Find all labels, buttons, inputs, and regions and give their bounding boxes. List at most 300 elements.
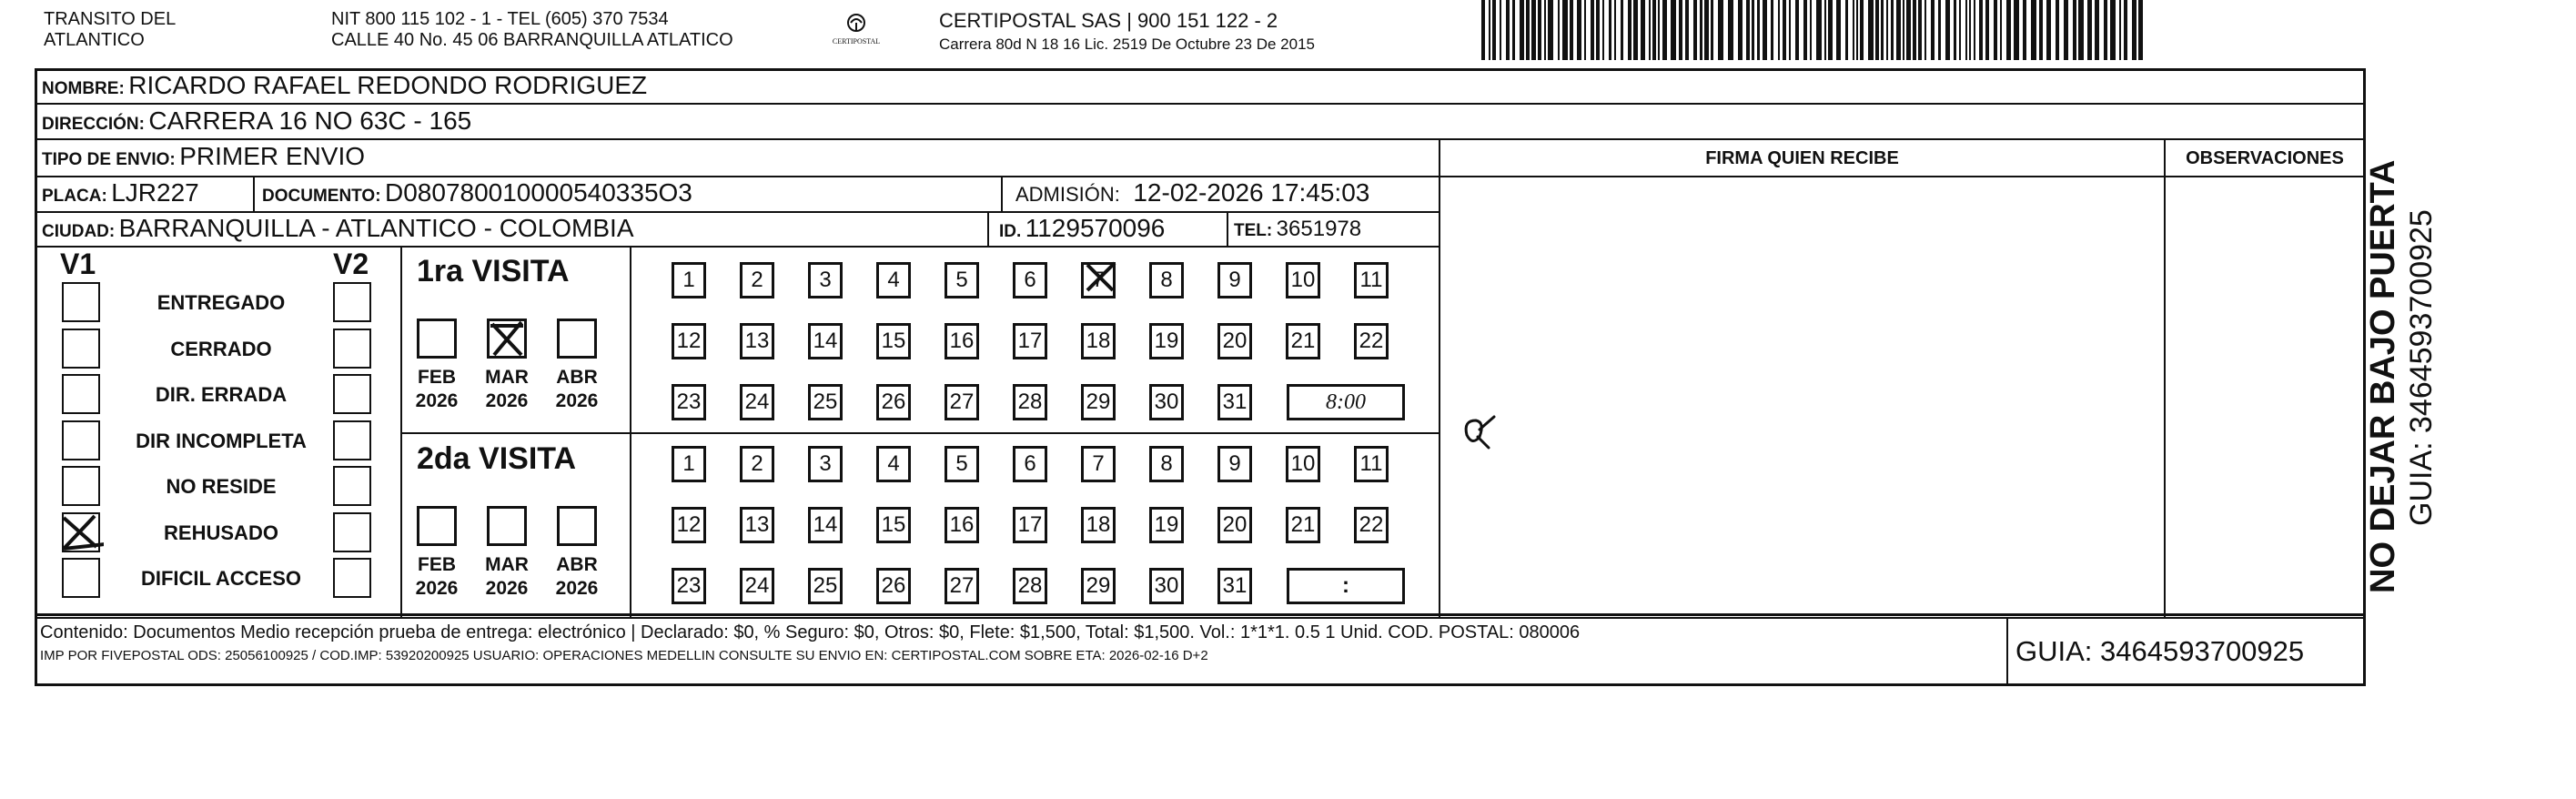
barcode-bar	[1918, 0, 1922, 60]
barcode-bar	[1596, 0, 1600, 60]
logo-text: CERTIPOSTAL	[832, 37, 881, 46]
sender-details	[331, 9, 733, 51]
placa-value: LJR227	[111, 178, 199, 207]
day-box[interactable]	[1217, 323, 1252, 359]
barcode-bar	[1728, 0, 1733, 60]
barcode-bar	[1562, 0, 1568, 60]
carrier-address: Carrera 80d N 18 16 Lic. 2519 De Octubre 23 De 2015	[939, 35, 1315, 53]
barcode-bar	[1492, 0, 1496, 60]
v2-checkbox[interactable]	[333, 329, 371, 369]
admision-label: ADMISIÓN:	[1015, 183, 1120, 206]
barcode-bar	[1868, 0, 1874, 60]
sender-name-line1: TRANSITO DEL	[44, 9, 177, 29]
barcode-bar	[1954, 0, 1956, 60]
carrier-details	[939, 9, 1315, 54]
day-box[interactable]	[1149, 384, 1184, 420]
barcode-bar	[1875, 0, 1879, 60]
status-option-label: CERRADO	[170, 337, 272, 360]
day-box[interactable]	[1354, 262, 1389, 298]
barcode-bar	[2119, 0, 2121, 60]
day-box[interactable]	[1013, 446, 1047, 482]
day-box[interactable]	[1354, 446, 1389, 482]
ciudad-value: BARRANQUILLA - ATLANTICO - COLOMBIA	[118, 214, 634, 242]
barcode	[1481, 0, 2146, 64]
month-checkbox[interactable]	[557, 506, 597, 546]
day-number: 1	[682, 451, 695, 476]
day-box[interactable]	[740, 384, 774, 420]
barcode-bar	[1886, 0, 1888, 60]
id-label: ID.	[999, 222, 1022, 241]
placa-row	[42, 178, 199, 207]
day-box[interactable]	[1013, 384, 1047, 420]
v1-checkbox[interactable]	[62, 329, 100, 369]
barcode-bar	[1718, 0, 1723, 60]
v1-checkbox[interactable]	[62, 420, 100, 460]
certipostal-logo-icon	[843, 13, 870, 33]
tipo-row	[42, 142, 365, 171]
v2-checkbox[interactable]	[333, 466, 371, 506]
day-number: 7	[1092, 451, 1105, 476]
day-number: 16	[949, 512, 975, 537]
day-number: 8	[1160, 268, 1173, 292]
day-box[interactable]	[1013, 323, 1047, 359]
day-number: 24	[744, 389, 770, 414]
day-number: 26	[881, 573, 906, 598]
barcode-bar	[1783, 0, 1786, 60]
sender-nit: NIT 800 115 102 - 1 - TEL (605) 370 7534	[331, 9, 669, 29]
day-number: 29	[1086, 573, 1111, 598]
day-box[interactable]	[740, 568, 774, 604]
day-box[interactable]	[1081, 262, 1116, 298]
day-number: 20	[1222, 512, 1248, 537]
barcode-bar	[1771, 0, 1773, 60]
visit2-time-box	[1287, 568, 1405, 604]
barcode-bar	[1979, 0, 1983, 60]
barcode-bar	[1671, 0, 1676, 60]
barcode-bar	[1614, 0, 1616, 60]
divider	[1439, 138, 1440, 617]
barcode-bar	[2023, 0, 2026, 60]
day-box[interactable]	[1354, 323, 1389, 359]
barcode-bar	[1789, 0, 1791, 60]
day-box[interactable]	[945, 568, 979, 604]
barcode-bar	[2006, 0, 2011, 60]
barcode-bar	[1757, 0, 1760, 60]
day-box[interactable]	[1286, 323, 1320, 359]
month-checkbox[interactable]	[417, 319, 457, 359]
visit2-title: 2da VISITA	[417, 441, 577, 476]
day-number: 11	[1359, 451, 1383, 476]
month-label	[409, 366, 464, 413]
barcode-bar	[1763, 0, 1767, 60]
day-box[interactable]	[672, 384, 706, 420]
direccion-value: CARRERA 16 NO 63C - 165	[148, 106, 472, 135]
day-box[interactable]	[1217, 507, 1252, 543]
month-checkbox[interactable]	[487, 319, 527, 359]
month-checkbox[interactable]	[487, 506, 527, 546]
day-box[interactable]	[945, 446, 979, 482]
barcode-bar	[1652, 0, 1656, 60]
barcode-bar	[1752, 0, 1754, 60]
day-box[interactable]	[876, 323, 911, 359]
day-number: 9	[1228, 451, 1241, 476]
day-box[interactable]	[1081, 507, 1116, 543]
nombre-row	[42, 71, 647, 100]
visit2-time-placeholder: :	[1342, 573, 1349, 598]
day-box[interactable]	[1081, 446, 1116, 482]
barcode-bar	[2110, 0, 2116, 60]
day-number: 23	[676, 573, 702, 598]
day-number: 19	[1154, 512, 1179, 537]
barcode-bar	[2064, 0, 2068, 60]
day-box[interactable]	[808, 446, 843, 482]
day-box[interactable]	[672, 568, 706, 604]
v1-header: V1	[60, 248, 96, 280]
month-checkbox[interactable]	[557, 319, 597, 359]
placa-label: PLACA:	[42, 187, 107, 206]
barcode-bar	[1641, 0, 1645, 60]
check-mark-icon	[58, 511, 104, 552]
barcode-bar	[1662, 0, 1667, 60]
month-year: 2026	[415, 578, 459, 599]
day-number: 19	[1154, 329, 1179, 353]
day-box[interactable]	[808, 262, 843, 298]
barcode-bar	[1506, 0, 1510, 60]
footer-guia: GUIA: 3464593700925	[2015, 635, 2305, 667]
day-number: 4	[887, 451, 900, 476]
v2-checkbox[interactable]	[333, 282, 371, 322]
month-year: 2026	[485, 390, 529, 411]
day-box[interactable]	[808, 384, 843, 420]
day-box[interactable]	[740, 446, 774, 482]
day-box[interactable]	[1149, 323, 1184, 359]
day-number: 7	[1092, 268, 1105, 292]
tipo-value: PRIMER ENVIO	[179, 142, 366, 170]
barcode-bar	[1481, 0, 1485, 60]
nombre-label: NOMBRE:	[42, 79, 125, 98]
tipo-label: TIPO DE ENVIO:	[42, 150, 176, 169]
divider	[400, 246, 402, 617]
ciudad-label: CIUDAD:	[42, 222, 116, 241]
day-number: 12	[676, 329, 702, 353]
status-option-label: DIR. ERRADA	[155, 383, 288, 406]
status-option-label: ENTREGADO	[157, 291, 286, 314]
carrier-name: CERTIPOSTAL SAS | 900 151 122 - 2	[939, 9, 1278, 32]
barcode-bar	[2014, 0, 2019, 60]
divider	[35, 246, 1440, 248]
day-box[interactable]	[876, 446, 911, 482]
day-box[interactable]	[1286, 446, 1320, 482]
barcode-bar	[2056, 0, 2059, 60]
barcode-bar	[1903, 0, 1904, 60]
day-number: 5	[955, 268, 968, 292]
day-number: 25	[813, 389, 838, 414]
barcode-bar	[1591, 0, 1594, 60]
v2-header: V2	[333, 248, 369, 280]
barcode-bar	[2000, 0, 2002, 60]
day-number: 18	[1086, 329, 1111, 353]
month-name: MAR	[485, 554, 529, 575]
divider	[2164, 138, 2166, 617]
day-number: 21	[1290, 512, 1316, 537]
day-box[interactable]	[1217, 384, 1252, 420]
day-box[interactable]	[740, 323, 774, 359]
day-number: 30	[1154, 573, 1179, 598]
barcode-bar	[1649, 0, 1651, 60]
barcode-bar	[1985, 0, 1989, 60]
day-box[interactable]	[672, 507, 706, 543]
divider	[253, 176, 255, 211]
v1-checkbox[interactable]	[62, 558, 100, 598]
barcode-bar	[1489, 0, 1490, 60]
side-guia: GUIA: 3464593700925	[2404, 209, 2439, 526]
status-option-label: REHUSADO	[164, 521, 278, 544]
day-box[interactable]	[1149, 568, 1184, 604]
tel-value: 3651978	[1276, 217, 1362, 241]
day-box[interactable]	[876, 384, 911, 420]
day-number: 9	[1228, 268, 1241, 292]
month-name: MAR	[485, 367, 529, 388]
divider	[1001, 176, 1003, 211]
day-box[interactable]	[876, 262, 911, 298]
day-number: 5	[955, 451, 968, 476]
sender-address: CALLE 40 No. 45 06 BARRANQUILLA ATLATICO	[331, 30, 733, 50]
day-box[interactable]	[740, 262, 774, 298]
month-label	[409, 553, 464, 601]
divider	[35, 176, 1440, 177]
status-option-label: DIFICIL ACCESO	[140, 567, 301, 590]
day-number: 14	[813, 329, 838, 353]
barcode-bar	[1577, 0, 1581, 60]
day-box[interactable]	[740, 507, 774, 543]
day-box[interactable]	[1013, 507, 1047, 543]
v2-checkbox[interactable]	[333, 558, 371, 598]
day-number: 15	[881, 329, 906, 353]
status-option-label: NO RESIDE	[166, 475, 277, 498]
carrier-logo	[828, 13, 884, 46]
barcode-bar	[1824, 0, 1826, 60]
side-guia-wrap	[2404, 144, 2439, 526]
day-box[interactable]	[672, 446, 706, 482]
divider	[1440, 176, 2366, 177]
barcode-bar	[2132, 0, 2137, 60]
day-box[interactable]	[808, 323, 843, 359]
day-number: 2	[751, 451, 763, 476]
tel-label: TEL:	[1234, 221, 1273, 240]
barcode-bar	[2087, 0, 2092, 60]
barcode-bar	[2039, 0, 2043, 60]
day-box[interactable]	[945, 323, 979, 359]
day-number: 27	[949, 389, 975, 414]
day-box[interactable]	[1149, 507, 1184, 543]
day-number: 29	[1086, 389, 1111, 414]
day-number: 28	[1017, 573, 1043, 598]
day-number: 6	[1024, 451, 1036, 476]
barcode-bar	[1896, 0, 1901, 60]
barcode-bar	[1526, 0, 1530, 60]
day-box[interactable]	[1354, 507, 1389, 543]
barcode-bar	[1860, 0, 1864, 60]
month-label	[550, 553, 604, 601]
ciudad-row	[42, 214, 634, 243]
day-box[interactable]	[1286, 507, 1320, 543]
v2-checkbox[interactable]	[333, 374, 371, 414]
day-box[interactable]	[1013, 568, 1047, 604]
day-number: 14	[813, 512, 838, 537]
day-box[interactable]	[1081, 323, 1116, 359]
v1-checkbox[interactable]	[62, 466, 100, 506]
day-number: 1	[682, 268, 695, 292]
divider	[630, 246, 631, 617]
v2-checkbox[interactable]	[333, 512, 371, 552]
day-box[interactable]	[945, 507, 979, 543]
day-box[interactable]	[876, 568, 911, 604]
check-mark-icon	[487, 319, 527, 359]
barcode-bar	[2046, 0, 2051, 60]
day-box[interactable]	[1081, 384, 1116, 420]
day-box[interactable]	[808, 568, 843, 604]
barcode-bar	[1621, 0, 1623, 60]
day-number: 18	[1086, 512, 1111, 537]
barcode-bar	[1658, 0, 1660, 60]
tel-row	[1234, 217, 1361, 242]
documento-label: DOCUMENTO:	[262, 187, 381, 206]
day-number: 24	[744, 573, 770, 598]
admision-row	[1015, 178, 1369, 207]
barcode-bar	[1520, 0, 1524, 60]
divider	[400, 432, 1440, 434]
barcode-bar	[1700, 0, 1702, 60]
month-name: ABR	[556, 554, 598, 575]
side-no-dejar: NO DEJAR BAJO PUERTA	[2364, 159, 2402, 593]
barcode-bar	[1746, 0, 1750, 60]
month-year: 2026	[555, 390, 599, 411]
visit1-time-handwritten: 8:00	[1326, 390, 1366, 414]
barcode-bar	[1845, 0, 1848, 60]
month-label	[480, 366, 534, 413]
barcode-bar	[1803, 0, 1807, 60]
day-box[interactable]	[672, 323, 706, 359]
day-number: 30	[1154, 389, 1179, 414]
day-number: 12	[676, 512, 702, 537]
day-number: 27	[949, 573, 975, 598]
day-box[interactable]	[876, 507, 911, 543]
id-row	[999, 214, 1165, 243]
month-year: 2026	[415, 390, 459, 411]
month-year: 2026	[485, 578, 529, 599]
day-box[interactable]	[1149, 262, 1184, 298]
barcode-bar	[1544, 0, 1546, 60]
v1-checkbox[interactable]	[62, 282, 100, 322]
barcode-bar	[1816, 0, 1822, 60]
barcode-bar	[1853, 0, 1854, 60]
barcode-bar	[1828, 0, 1833, 60]
day-number: 11	[1359, 268, 1383, 292]
direccion-label: DIRECCIÓN:	[42, 115, 145, 134]
day-number: 16	[949, 329, 975, 353]
month-checkbox[interactable]	[417, 506, 457, 546]
day-box[interactable]	[1013, 262, 1047, 298]
day-box[interactable]	[1149, 446, 1184, 482]
nombre-value: RICARDO RAFAEL REDONDO RODRIGUEZ	[128, 71, 648, 99]
v1-checkbox[interactable]	[62, 374, 100, 414]
day-box[interactable]	[945, 384, 979, 420]
month-name: FEB	[418, 554, 456, 575]
id-value: 1129570096	[1025, 214, 1166, 242]
barcode-bar	[1924, 0, 1926, 60]
barcode-bar	[1974, 0, 1975, 60]
divider	[35, 103, 2366, 105]
barcode-bar	[1711, 0, 1713, 60]
day-box[interactable]	[1286, 262, 1320, 298]
v2-checkbox[interactable]	[333, 420, 371, 460]
barcode-bar	[1548, 0, 1553, 60]
barcode-bar	[1836, 0, 1841, 60]
month-label	[550, 366, 604, 413]
barcode-bar	[1628, 0, 1631, 60]
barcode-bar	[2124, 0, 2127, 60]
documento-value: D080780010000540335O3	[385, 178, 692, 207]
barcode-bar	[1959, 0, 1961, 60]
day-number: 22	[1359, 329, 1384, 353]
day-box[interactable]	[1217, 446, 1252, 482]
v1-checkbox[interactable]	[62, 512, 100, 552]
barcode-bar	[2104, 0, 2107, 60]
sender-name	[44, 9, 176, 51]
barcode-bar	[1609, 0, 1611, 60]
barcode-bar	[1994, 0, 1997, 60]
barcode-bar	[1512, 0, 1515, 60]
divider	[1227, 211, 1228, 246]
barcode-bar	[1795, 0, 1799, 60]
day-number: 3	[819, 268, 832, 292]
firma-header: FIRMA QUIEN RECIBE	[1705, 148, 1899, 168]
visit1-time-box	[1287, 384, 1405, 420]
day-box[interactable]	[808, 507, 843, 543]
month-name: FEB	[418, 367, 456, 388]
day-box[interactable]	[1081, 568, 1116, 604]
barcode-bar	[1969, 0, 1971, 60]
direccion-row	[42, 106, 471, 136]
day-box[interactable]	[672, 262, 706, 298]
barcode-bar	[1931, 0, 1935, 60]
day-number: 31	[1222, 389, 1248, 414]
day-number: 17	[1017, 512, 1043, 537]
barcode-bar	[1906, 0, 1911, 60]
admision-value: 12-02-2026 17:45:03	[1133, 178, 1370, 207]
day-box[interactable]	[1217, 568, 1252, 604]
day-number: 13	[744, 512, 770, 537]
footer-contenido: Contenido: Documentos Medio recepción prueba de entrega: electrónico | Declarado: $0, % Seguro: $0, Otros: $0, Flete: $1,500, Total: $1,500. Vol.: 1*1*1. 0.5 1 Unid. COD. POSTAL: 080006	[40, 622, 1581, 642]
signature-mark	[1456, 410, 1501, 455]
day-box[interactable]	[1217, 262, 1252, 298]
day-number: 2	[751, 268, 763, 292]
barcode-bar	[2031, 0, 2036, 60]
day-number: 3	[819, 451, 832, 476]
check-mark-icon	[1082, 259, 1118, 294]
month-name: ABR	[556, 367, 598, 388]
day-box[interactable]	[945, 262, 979, 298]
barcode-bar	[1881, 0, 1884, 60]
footer-imp: IMP POR FIVEPOSTAL ODS: 25056100925 / COD.IMP: 53920200925 USUARIO: OPERACIONES MEDELLIN CONSULTE SU ENVIO EN: CERTIPOSTAL.COM SOBRE ETA: 2026-02-16 D+2	[40, 648, 1208, 663]
day-number: 26	[881, 389, 906, 414]
day-number: 4	[887, 268, 900, 292]
barcode-bar	[1945, 0, 1950, 60]
day-number: 21	[1290, 329, 1316, 353]
day-number: 22	[1359, 512, 1384, 537]
barcode-bar	[1704, 0, 1709, 60]
day-number: 20	[1222, 329, 1248, 353]
